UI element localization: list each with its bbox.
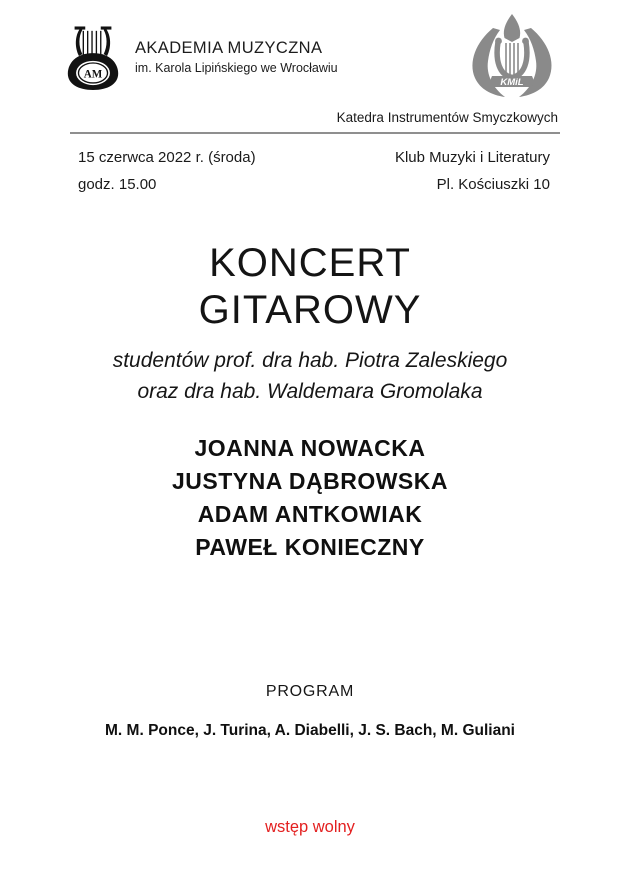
event-venue [395, 144, 550, 198]
kmil-flame-lyre-icon [462, 12, 562, 106]
venue-address: Pl. Kościuszki 10 [436, 176, 550, 193]
concert-title [0, 240, 620, 334]
event-date: 15 czerwca 2022 r. (środa) [78, 149, 256, 166]
admission-note: wstęp wolny [265, 818, 355, 836]
kmil-crown-letter: W [506, 26, 518, 38]
academy-name: AKADEMIA MUZYCZNA [135, 39, 323, 57]
performer-name: PAWEŁ KONIECZNY [195, 534, 425, 560]
lyre-strings [83, 31, 100, 57]
main-content [0, 240, 620, 564]
event-time: godz. 15.00 [78, 176, 157, 193]
event-datetime [78, 144, 256, 198]
concert-subtitle [0, 345, 620, 407]
performer-name: JOANNA NOWACKA [194, 435, 426, 461]
performers-list [0, 432, 620, 564]
academy-lyre-icon [62, 24, 124, 90]
subtitle-line-2: oraz dra hab. Waldemara Gromolaka [137, 380, 483, 403]
program-section [0, 683, 620, 740]
subtitle-line-1: studentów prof. dra hab. Piotra Zaleskiego [112, 349, 508, 372]
performer-name: ADAM ANTKOWIAK [197, 501, 423, 527]
program-heading: PROGRAM [265, 683, 355, 700]
performer-name: JUSTYNA DĄBROWSKA [172, 468, 448, 494]
academy-text [135, 39, 338, 75]
academy-brand [62, 24, 338, 90]
header-divider [70, 132, 560, 134]
title-line-1: KONCERT [209, 241, 411, 285]
program-composers: M. M. Ponce, J. Turina, A. Diabelli, J. S. Bach, M. Guliani [105, 722, 515, 739]
kmil-label: KMiL [500, 77, 524, 88]
department-name: Katedra Instrumentów Smyczkowych [336, 110, 558, 125]
kmil-lyre-strings [506, 43, 518, 75]
venue-name: Klub Muzyki i Literatury [394, 149, 550, 166]
event-info [78, 144, 550, 198]
academy-subtitle: im. Karola Lipińskiego we Wrocławiu [135, 61, 338, 75]
academy-monogram: AM [83, 68, 103, 81]
title-line-2: GITAROWY [198, 288, 422, 332]
